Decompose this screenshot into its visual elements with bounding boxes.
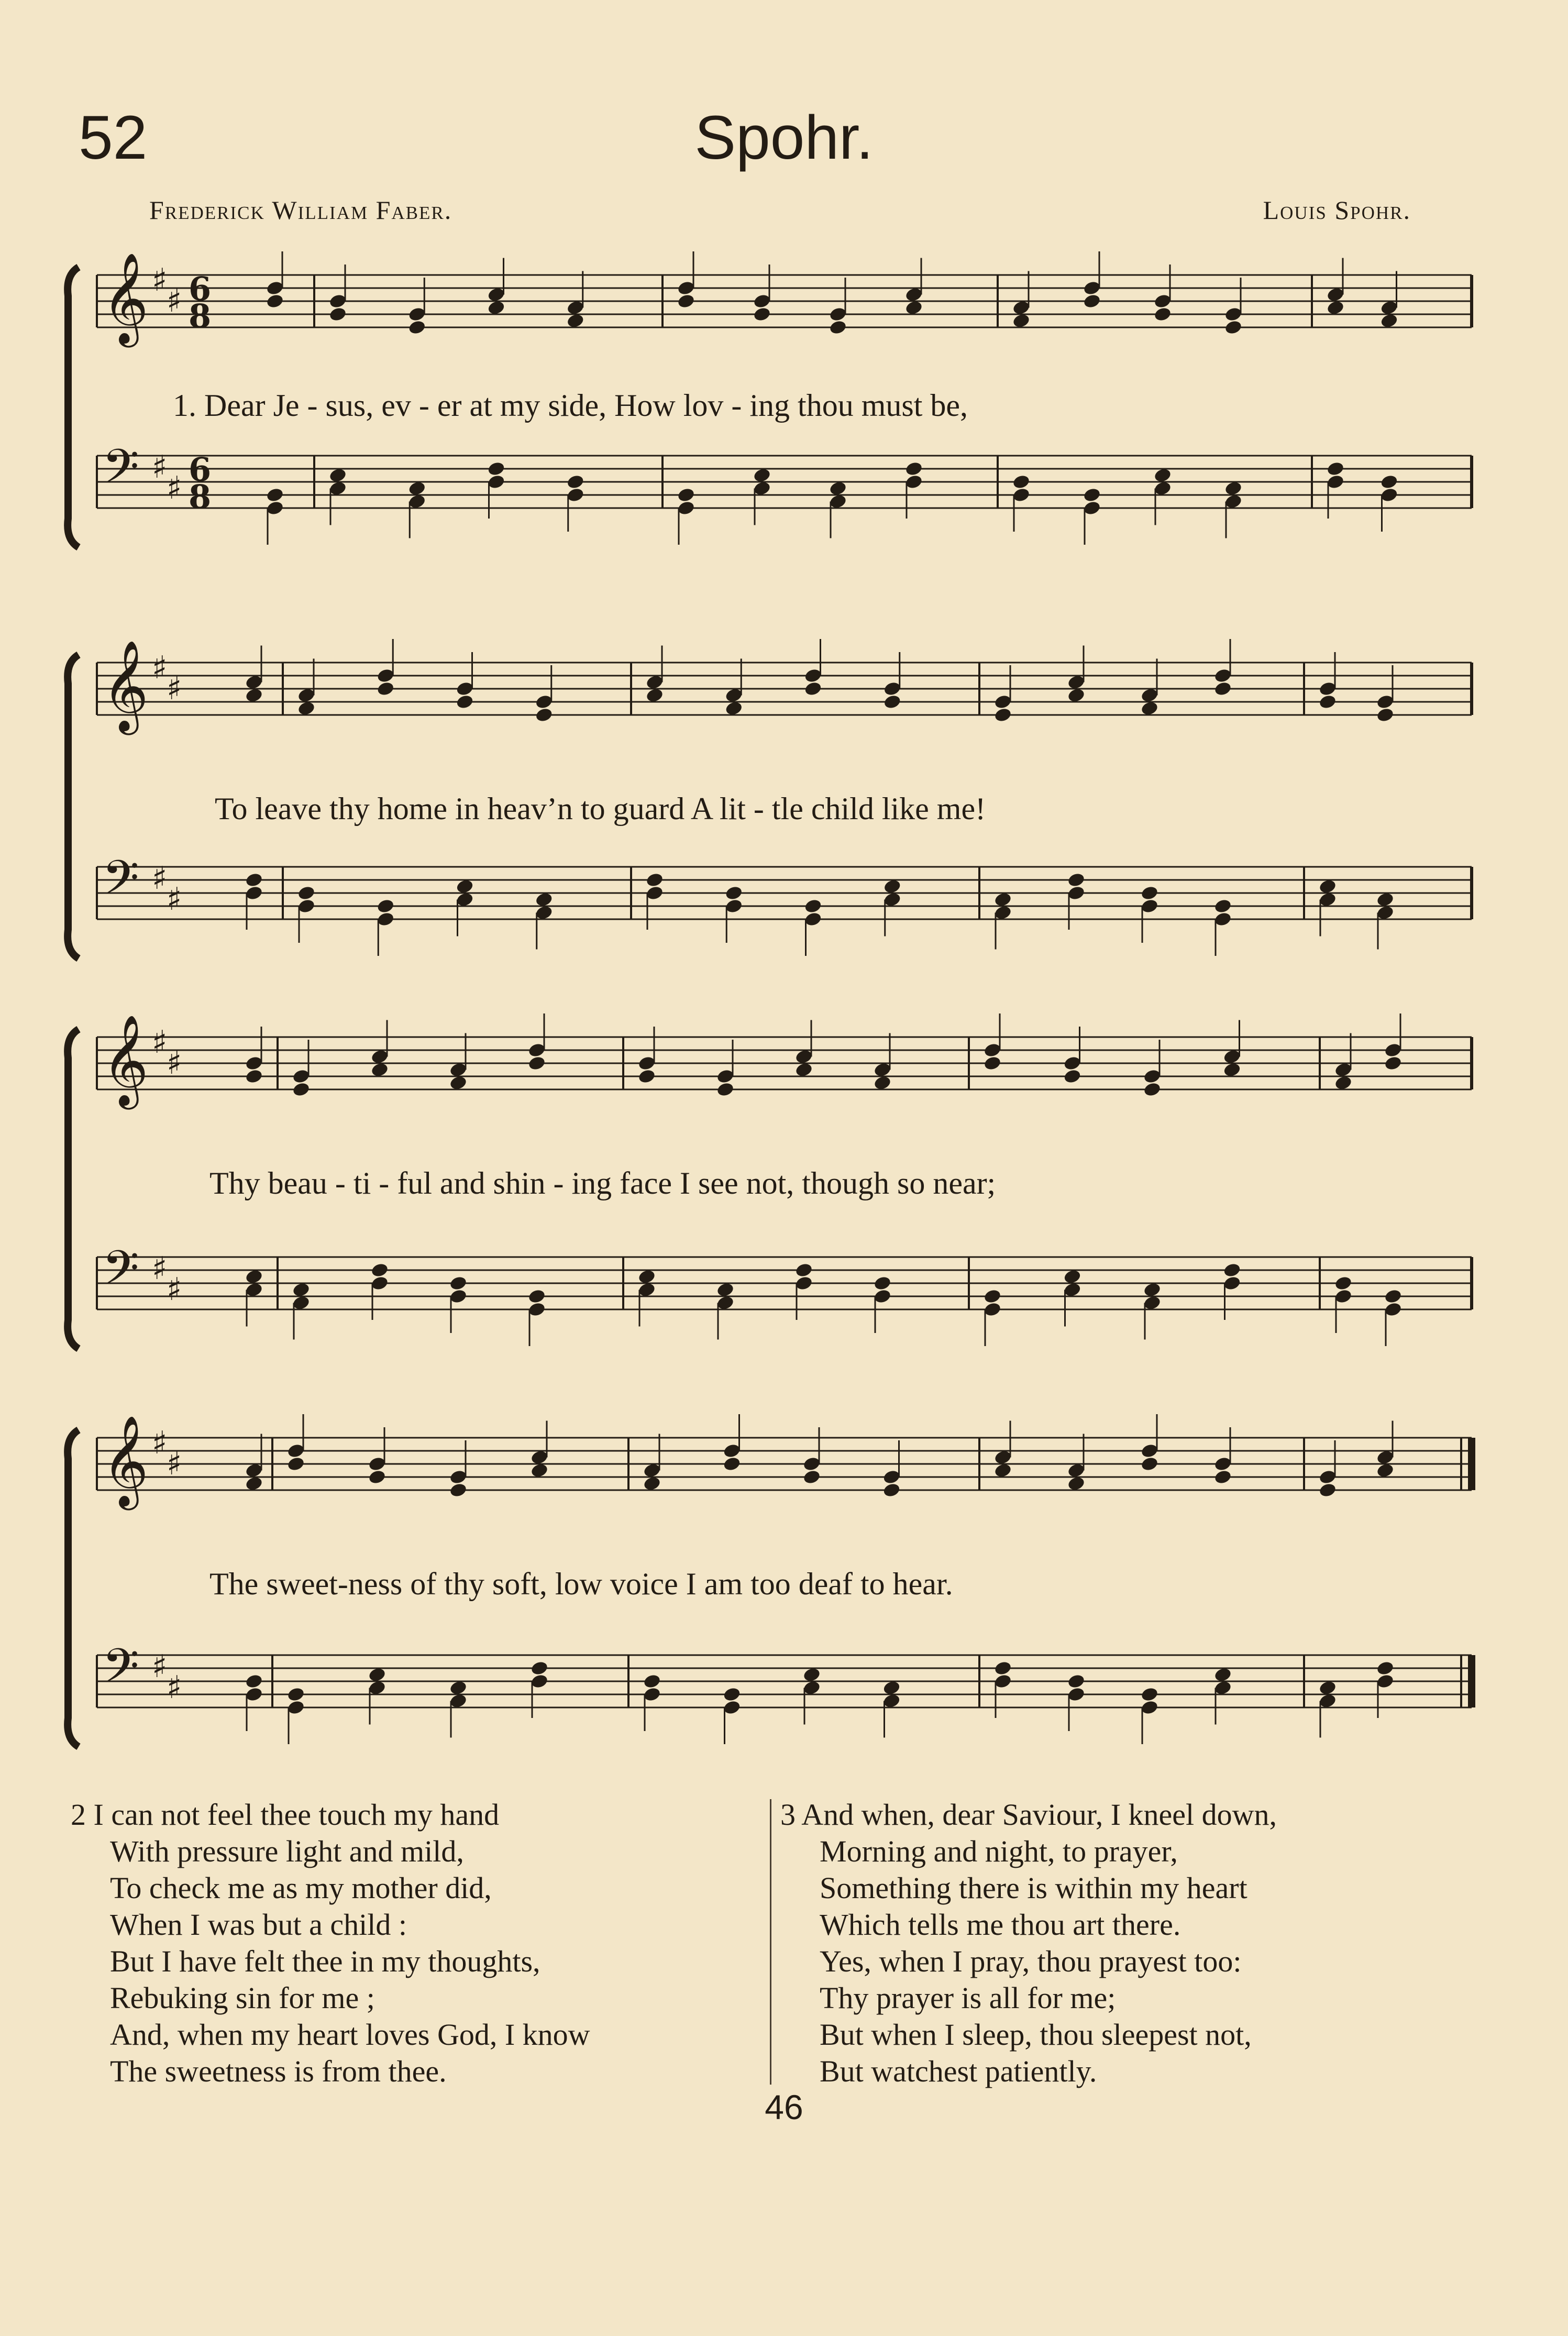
notehead [292, 1082, 311, 1098]
notehead [829, 319, 847, 336]
notehead [1318, 878, 1337, 895]
sharp-icon: ♯ [152, 1024, 168, 1061]
sharp-icon: ♯ [167, 1446, 182, 1482]
notehead [753, 467, 771, 483]
notehead [1318, 1482, 1337, 1498]
notehead [297, 885, 316, 901]
notehead [1143, 1282, 1162, 1298]
notehead [297, 700, 316, 717]
notehead [407, 480, 426, 497]
sharp-icon: ♯ [152, 262, 168, 299]
notehead [1376, 1660, 1395, 1677]
notehead [245, 872, 263, 888]
sharp-icon: ♯ [152, 649, 168, 686]
notehead [993, 891, 1012, 908]
notehead [804, 898, 823, 914]
sharp-icon: ♯ [152, 1250, 168, 1287]
notehead [645, 687, 664, 703]
notehead [1140, 700, 1159, 717]
notehead [245, 1068, 263, 1085]
notehead [1140, 1456, 1159, 1472]
notehead [993, 1462, 1012, 1479]
time-signature-top: 6 [189, 270, 212, 308]
notehead [535, 891, 554, 908]
notehead [904, 300, 923, 316]
page-number: 46 [765, 2088, 803, 2126]
notehead [449, 1482, 468, 1498]
notehead [873, 1275, 892, 1292]
notehead [677, 487, 695, 503]
notehead [643, 1673, 661, 1690]
notehead [566, 474, 585, 490]
sharp-icon: ♯ [167, 881, 182, 918]
verse-3-line: Thy prayer is all for me; [820, 1981, 1116, 2015]
notehead [1140, 885, 1159, 901]
hymn-number: 52 [79, 103, 148, 172]
composer-credit: Louis Spohr. [1263, 195, 1411, 225]
verse-3-line: But when I sleep, thou sleepest not, [820, 2018, 1252, 2052]
verse-2-line: To check me as my mother did, [110, 1871, 492, 1905]
notehead [1067, 872, 1086, 888]
notehead [882, 1482, 901, 1498]
system-bracket [68, 1029, 79, 1349]
notehead [1380, 313, 1399, 329]
notehead [645, 872, 664, 888]
notehead [829, 480, 847, 497]
lyric-line-1: 1. Dear Je - sus, ev - er at my side, How lov - ing thou must be, [173, 388, 968, 423]
notehead [449, 1275, 468, 1292]
notehead [286, 1456, 305, 1472]
notehead [449, 1680, 468, 1696]
notehead [376, 898, 395, 914]
lyric-line-4: The sweet-ness of thy soft, low voice I am too deaf to hear. [209, 1567, 953, 1601]
notehead [328, 467, 347, 483]
verse-3-line: Something there is within my heart [820, 1871, 1247, 1905]
notehead [1326, 300, 1345, 316]
notehead [1376, 1462, 1395, 1479]
sharp-icon: ♯ [152, 1425, 168, 1461]
notehead [407, 319, 426, 336]
notehead [527, 1055, 546, 1072]
notehead [245, 687, 263, 703]
verse-3-line: Morning and night, to prayer, [820, 1834, 1178, 1868]
notehead [1326, 461, 1345, 477]
notehead [1083, 293, 1101, 310]
notehead [643, 1475, 661, 1492]
notehead [753, 306, 771, 323]
treble-clef-icon: 𝄞 [102, 1015, 149, 1106]
notehead [1213, 1667, 1232, 1683]
sharp-icon: ♯ [152, 449, 168, 486]
notehead [328, 306, 347, 323]
notehead [637, 1068, 656, 1085]
notehead [1384, 1055, 1403, 1072]
notehead [1213, 1469, 1232, 1485]
notehead [716, 1282, 735, 1298]
sharp-icon: ♯ [167, 470, 182, 506]
notehead [370, 1262, 389, 1279]
notehead [1334, 1275, 1353, 1292]
notehead [245, 1269, 263, 1285]
notehead [883, 694, 902, 710]
bass-clef-icon: 𝄢 [102, 1240, 139, 1307]
notehead [983, 1055, 1002, 1072]
notehead [449, 1075, 468, 1091]
author-credit: Frederick William Faber. [149, 195, 452, 225]
bass-clef-icon: 𝄢 [102, 439, 139, 506]
notehead [530, 1462, 549, 1479]
notehead [724, 885, 743, 901]
notehead [716, 1082, 735, 1098]
notehead [1376, 891, 1395, 908]
verse-2-line: Rebuking sin for me ; [110, 1981, 375, 2015]
verse-2-line: With pressure light and mild, [110, 1834, 464, 1868]
notehead [535, 707, 554, 723]
lyric-line-2: To leave thy home in heav’n to guard A lit - tle child like me! [215, 791, 986, 826]
notehead [804, 681, 823, 697]
verse-3-line: Which tells me thou art there. [820, 1908, 1181, 1942]
treble-clef-icon: 𝄞 [102, 1415, 149, 1506]
notehead [1063, 1269, 1082, 1285]
notehead [794, 1062, 813, 1078]
bass-clef-icon: 𝄢 [102, 1638, 139, 1705]
notehead [368, 1469, 387, 1485]
time-signature-bottom: 8 [189, 297, 212, 335]
time-signature-bottom: 8 [189, 478, 212, 516]
notehead [376, 681, 395, 697]
notehead [487, 461, 506, 477]
notehead [245, 1673, 263, 1690]
verse-2-line: 2 I can not feel thee touch my hand [71, 1798, 500, 1832]
notehead [1012, 474, 1031, 490]
time-signature-top: 6 [189, 450, 212, 489]
notehead [266, 293, 284, 310]
verse-3-line: 3 And when, dear Saviour, I kneel down, [780, 1798, 1277, 1832]
sharp-icon: ♯ [152, 1648, 168, 1685]
notehead [882, 1680, 901, 1696]
notehead [1143, 1082, 1162, 1098]
verse-2-line: And, when my heart loves God, I know [110, 2018, 590, 2052]
sharp-icon: ♯ [167, 283, 182, 319]
notehead [1223, 1262, 1242, 1279]
notehead [1384, 1288, 1403, 1305]
notehead [1067, 1673, 1086, 1690]
system-bracket [68, 267, 79, 547]
system-bracket [68, 1430, 79, 1747]
notehead [266, 487, 284, 503]
notehead [1063, 1068, 1082, 1085]
notehead [368, 1667, 387, 1683]
notehead [1140, 1687, 1159, 1703]
bass-clef-icon: 𝄢 [102, 850, 139, 917]
verse-2-line: When I was but a child : [110, 1908, 407, 1942]
verse-3 [780, 1797, 1514, 2090]
notehead [677, 293, 695, 310]
notehead [566, 313, 585, 329]
notehead [530, 1660, 549, 1677]
notehead [370, 1062, 389, 1078]
notehead [723, 1687, 742, 1703]
tune-title: Spohr. [694, 103, 874, 172]
notehead [1153, 467, 1172, 483]
notehead [794, 1262, 813, 1279]
notehead [487, 300, 506, 316]
notehead [245, 1475, 263, 1492]
verse-divider [770, 1799, 771, 2085]
notehead [724, 700, 743, 717]
treble-clef-icon: 𝄞 [102, 640, 149, 731]
verse-3-line: Yes, when I pray, thou prayest too: [820, 1944, 1242, 1978]
notehead [883, 878, 902, 895]
notehead [802, 1667, 821, 1683]
notehead [1334, 1075, 1353, 1091]
system-bracket [68, 655, 79, 958]
notehead [1213, 681, 1232, 697]
notehead [723, 1456, 742, 1472]
notehead [1153, 306, 1172, 323]
notehead [904, 461, 923, 477]
sharp-icon: ♯ [167, 670, 182, 707]
notehead [1380, 474, 1399, 490]
notehead [456, 694, 474, 710]
notehead [802, 1469, 821, 1485]
notehead [1318, 1680, 1337, 1696]
verse-2-line: But I have felt thee in my thoughts, [110, 1944, 540, 1978]
notehead [1224, 319, 1243, 336]
notehead [286, 1687, 305, 1703]
verse-2 [71, 1797, 762, 2090]
notehead [873, 1075, 892, 1091]
treble-clef-icon: 𝄞 [102, 252, 149, 344]
notehead [993, 1660, 1012, 1677]
notehead [1083, 487, 1101, 503]
notehead [1318, 694, 1337, 710]
notehead [1067, 687, 1086, 703]
verse-2-line: The sweetness is from thee. [110, 2054, 447, 2088]
notehead [456, 878, 474, 895]
lyric-line-3: Thy beau - ti - ful and shin - ing face I see not, though so near; [209, 1166, 996, 1200]
sharp-icon: ♯ [167, 1045, 182, 1082]
notehead [1223, 1062, 1242, 1078]
verse-3-line: But watchest patiently. [820, 2054, 1097, 2088]
notehead [1012, 313, 1031, 329]
notehead [1067, 1475, 1086, 1492]
notehead [983, 1288, 1002, 1305]
sharp-icon: ♯ [167, 1271, 182, 1308]
notehead [292, 1282, 311, 1298]
sharp-icon: ♯ [152, 860, 168, 897]
notehead [1376, 707, 1395, 723]
notehead [993, 707, 1012, 723]
sharp-icon: ♯ [167, 1669, 182, 1706]
notehead [637, 1269, 656, 1285]
notehead [1224, 480, 1243, 497]
notehead [527, 1288, 546, 1305]
notehead [1213, 898, 1232, 914]
